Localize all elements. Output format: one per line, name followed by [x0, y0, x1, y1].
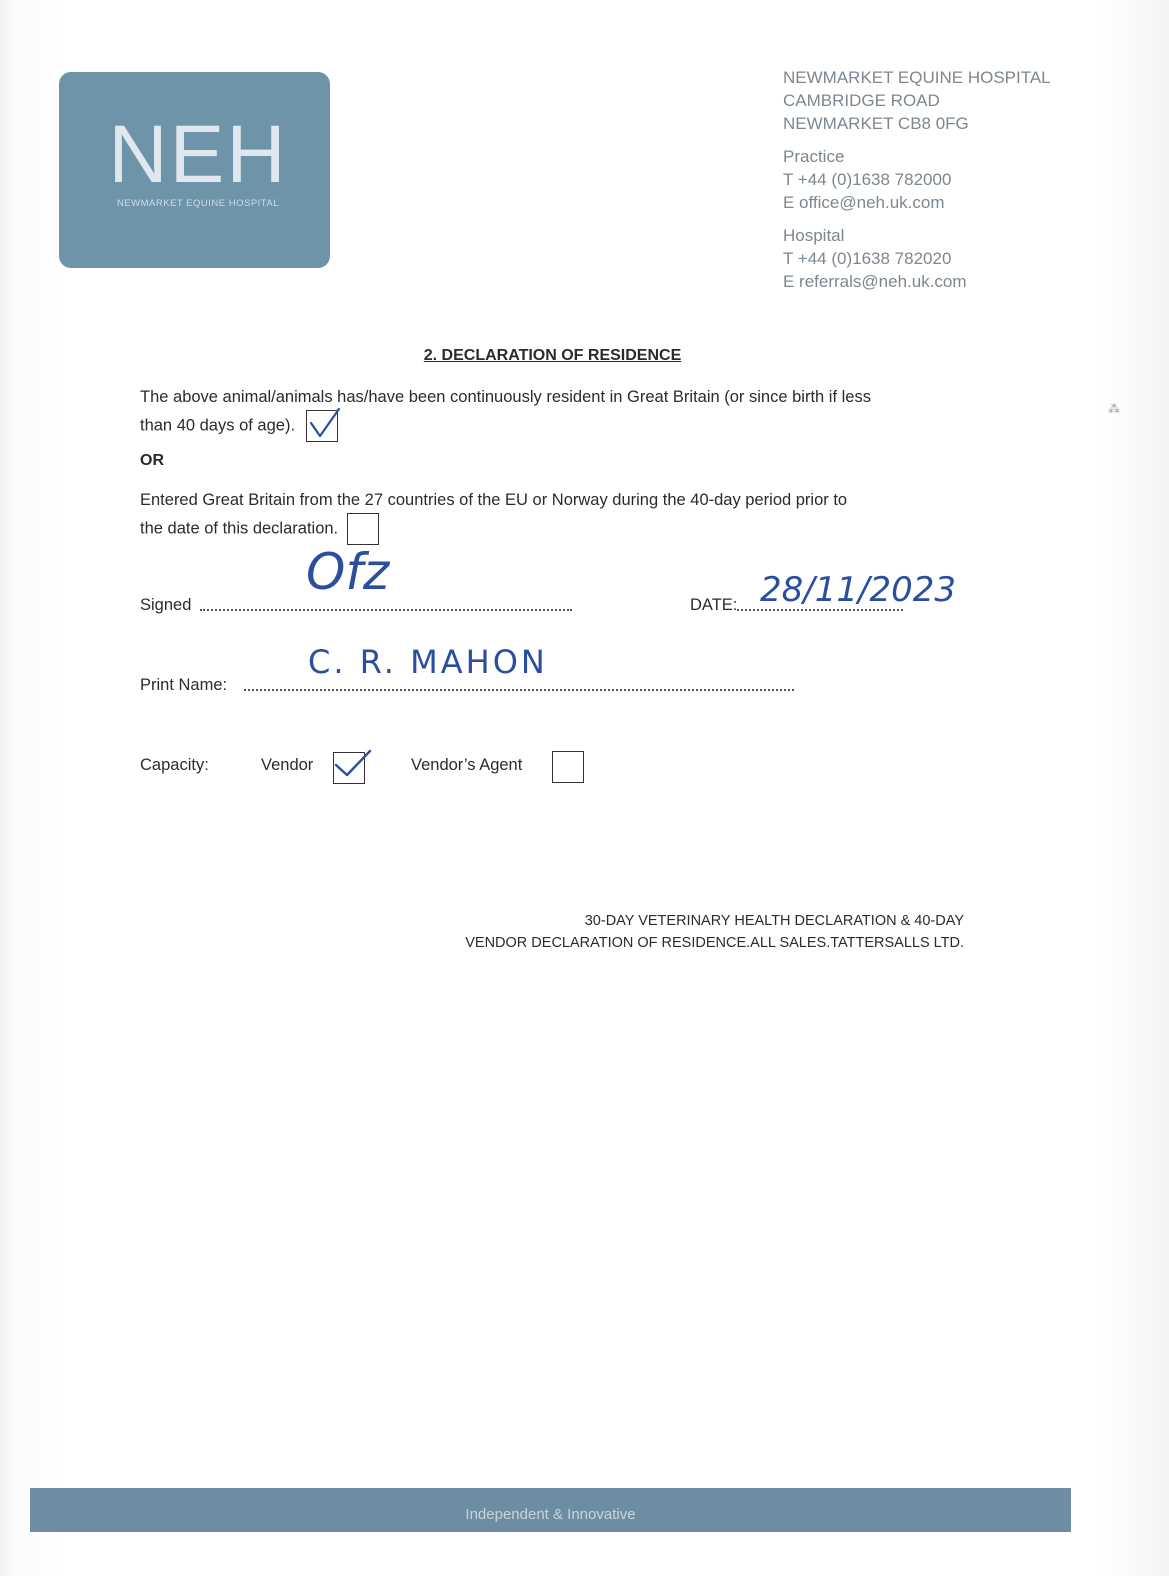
option1-text-line1: The above animal/animals has/have been continuously resident in Great Britain (or since birth if less: [140, 388, 871, 406]
hospital-heading: Hospital: [783, 226, 845, 245]
option2-text-line1: Entered Great Britain from the 27 countries of the EU or Norway during the 40-day period prior to: [140, 491, 848, 509]
print-name-value[interactable]: C. R. MAHON: [308, 643, 548, 681]
form-footer-note: [465, 910, 964, 954]
option2-text-line2: the date of this declaration.: [140, 519, 339, 538]
vendor-checkbox[interactable]: [333, 752, 365, 784]
hospital-email: E referrals@neh.uk.com: [783, 272, 967, 291]
residence-option-1: [140, 384, 990, 442]
check-icon: [305, 403, 341, 443]
signature-line: [200, 609, 572, 611]
address-line: NEWMARKET CB8 0FG: [783, 114, 969, 133]
address-line: CAMBRIDGE ROAD: [783, 91, 940, 110]
logo-mark: NEH: [108, 109, 288, 200]
section-title: 2. DECLARATION OF RESIDENCE: [423, 347, 682, 364]
option1-checkbox[interactable]: [306, 410, 338, 442]
practice-block: [783, 145, 1113, 214]
or-separator: OR: [140, 452, 164, 469]
check-icon: [332, 745, 372, 785]
neh-logo: [59, 72, 330, 268]
scan-speck: ⁂: [1108, 402, 1120, 416]
practice-phone: T +44 (0)1638 782000: [783, 170, 952, 189]
option1-text-line2: than 40 days of age).: [140, 416, 296, 435]
vendors-agent-checkbox[interactable]: [552, 751, 584, 783]
vendor-label: Vendor: [261, 756, 314, 774]
date-value[interactable]: 28/11/2023: [760, 570, 956, 610]
capacity-label: Capacity:: [140, 756, 209, 774]
print-name-line: [244, 689, 794, 691]
option2-checkbox[interactable]: [347, 513, 379, 545]
vendors-agent-label: Vendor’s Agent: [411, 756, 523, 774]
hospital-phone: T +44 (0)1638 782020: [783, 249, 952, 268]
signed-label: Signed: [140, 596, 192, 614]
practice-email: E office@neh.uk.com: [783, 193, 945, 212]
contact-block: [783, 66, 1113, 303]
practice-heading: Practice: [783, 147, 845, 166]
logo-subtitle: NEWMARKET EQUINE HOSPITAL: [116, 198, 280, 209]
date-label: DATE:: [690, 596, 738, 614]
footer-tagline: Independent & Innovative: [465, 1506, 636, 1523]
hospital-block: [783, 224, 1113, 293]
footer-note-line2: VENDOR DECLARATION OF RESIDENCE.ALL SALES.TATTERSALLS LTD.: [465, 935, 964, 951]
residence-option-2: [140, 487, 990, 545]
footer-bar: [30, 1488, 1071, 1532]
address-block: [783, 66, 1113, 135]
signature-value[interactable]: Ofz: [306, 543, 390, 601]
address-line: NEWMARKET EQUINE HOSPITAL: [783, 68, 1051, 87]
footer-note-line1: 30-DAY VETERINARY HEALTH DECLARATION & 40-DAY: [584, 913, 964, 929]
print-name-label: Print Name:: [140, 676, 228, 694]
